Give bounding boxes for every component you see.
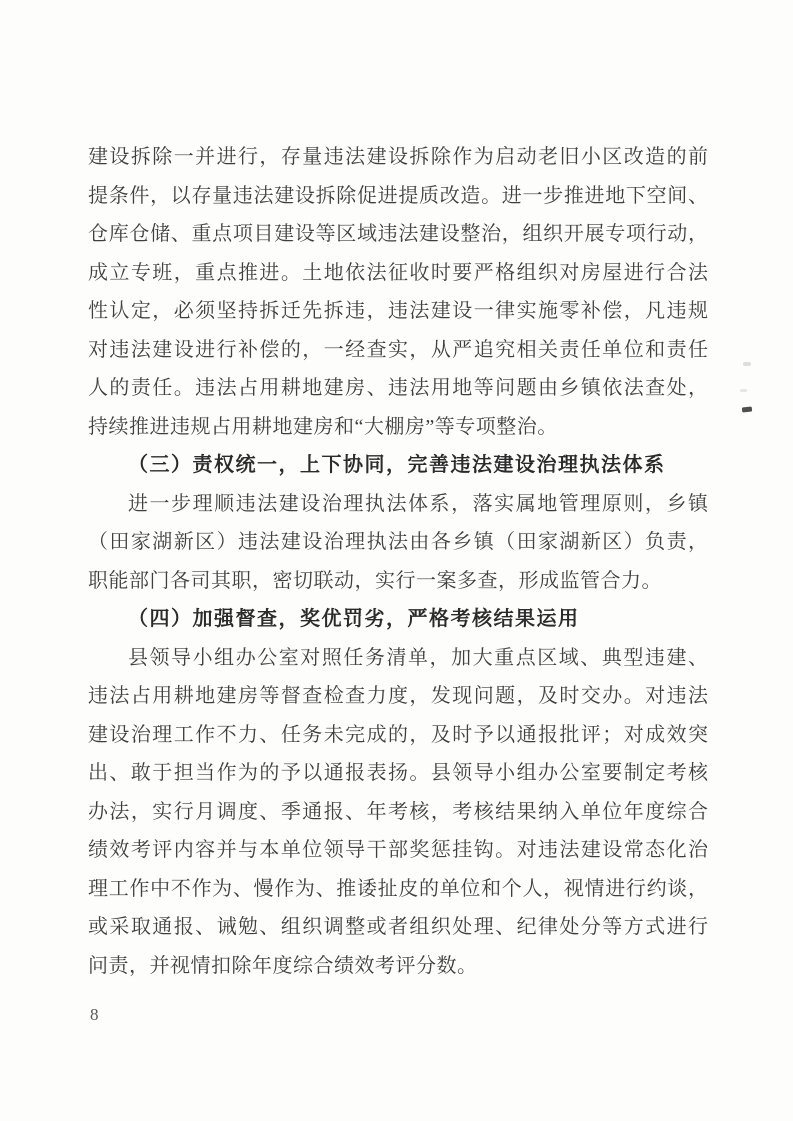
body-text-line: 提条件，以存量违法建设拆除促进提质改造。进一步推进地下空间、 bbox=[88, 184, 708, 207]
body-text-line: 人的责任。违法占用耕地建房、违法用地等问题由乡镇依法查处， bbox=[88, 377, 708, 399]
body-text-line: 违法占用耕地建房等督查检查力度，发现问题，及时交办。对违法 bbox=[88, 685, 708, 707]
body-text-line: 职能部门各司其职，密切联动，实行一案多查，形成监管合力。 bbox=[88, 569, 662, 592]
body-text-line: 或采取通报、诫勉、组织调整或者组织处理、纪律处分等方式进行 bbox=[88, 916, 708, 938]
body-text-line: 绩效考评内容并与本单位领导干部奖惩挂钩。对违法建设常态化治 bbox=[88, 839, 708, 861]
body-text-line: 进一步理顺违法建设治理执法体系，落实属地管理原则，乡镇 bbox=[128, 492, 708, 515]
body-text-line: 成立专班，重点推进。土地依法征收时要严格组织对房屋进行合法 bbox=[88, 261, 708, 284]
section-heading: （四）加强督查，奖优罚劣，严格考核结果运用 bbox=[128, 608, 580, 630]
body-text-line: 建设拆除一并进行，存量违法建设拆除作为启动老旧小区改造的前 bbox=[88, 146, 708, 168]
scan-speck-artifact bbox=[740, 389, 747, 392]
body-text-line: 办法，实行月调度、季通报、年考核，考核结果纳入单位年度综合 bbox=[88, 800, 708, 823]
document-body bbox=[88, 138, 708, 985]
body-text-line: 问责，并视情扣除年度综合绩效考评分数。 bbox=[88, 954, 478, 977]
body-text-line: （田家湖新区）违法建设治理执法由各乡镇（田家湖新区）负责， bbox=[88, 531, 708, 553]
ink-mark-artifact bbox=[742, 406, 752, 412]
body-text-line: 出、敢于担当作为的予以通报表扬。县领导小组办公室要制定考核 bbox=[88, 762, 708, 784]
body-text-line: 持续推进违规占用耕地建房和“大棚房”等专项整治。 bbox=[88, 415, 558, 438]
body-text-line: 对违法建设进行补偿的，一经查实，从严追究相关责任单位和责任 bbox=[88, 338, 708, 361]
body-text-line: 县领导小组办公室对照任务清单，加大重点区域、典型违建、 bbox=[128, 646, 708, 669]
section-heading: （三）责权统一，上下协同，完善违法建设治理执法体系 bbox=[128, 454, 666, 476]
body-text-line: 性认定，必须坚持拆迁先拆违，违法建设一律实施零补偿，凡违规 bbox=[88, 300, 708, 322]
page-number: 8 bbox=[90, 1005, 99, 1024]
body-text-line: 理工作中不作为、慢作为、推诿扯皮的单位和个人，视情进行约谈， bbox=[88, 877, 708, 900]
body-text-line: 建设治理工作不力、任务未完成的，及时予以通报批评；对成效突 bbox=[88, 723, 708, 746]
scan-speck-artifact bbox=[743, 362, 751, 366]
body-text-line: 仓库仓储、重点项目建设等区域违法建设整治，组织开展专项行动， bbox=[88, 223, 708, 245]
